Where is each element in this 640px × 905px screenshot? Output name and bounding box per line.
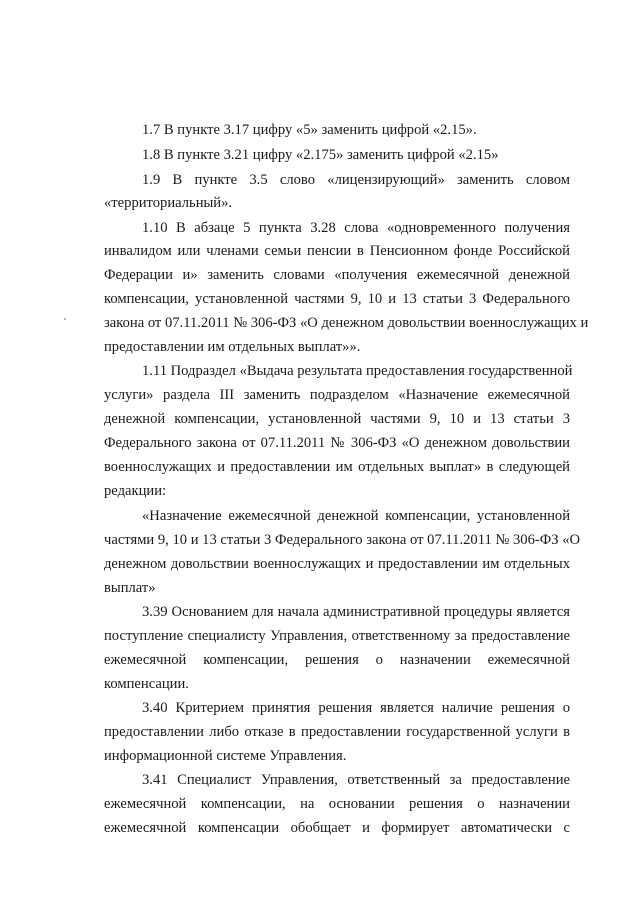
paragraph-3-40-line: 3.40 Критерием принятия решения является наличие решения о [142, 700, 570, 716]
quoted-heading-line: «Назначение ежемесячной денежной компенсации, установленной [142, 508, 570, 524]
quoted-heading-line: выплат» [104, 580, 156, 596]
paragraph-1-10-line: Федерации и» заменить словами «получения ежемесячной денежной [104, 267, 570, 283]
quoted-heading-line: частями 9, 10 и 13 статьи 3 Федерального закона от 07.11.2011 № 306-ФЗ «О [104, 532, 581, 548]
paragraph-3-39-line: поступление специалисту Управления, ответственному за предоставление [104, 628, 570, 644]
paragraph-1-7-line: 1.7 В пункте 3.17 цифру «5» заменить цифрой «2.15». [142, 122, 477, 138]
paragraph-1-11-line: Федерального закона от 07.11.2011 № 306-ФЗ «О денежном довольствии [104, 435, 570, 451]
paragraph-1-11-line: редакции: [104, 483, 167, 499]
paragraph-1-10-line: компенсации, установленной частями 9, 10 и 13 статьи 3 Федерального [104, 291, 570, 307]
paragraph-3-39-line: ежемесячной компенсации, решения о назначении ежемесячной [104, 652, 570, 668]
paragraph-1-10-line: закона от 07.11.2011 № 306-ФЗ «О денежном довольствии военнослужащих и [104, 315, 589, 331]
paragraph-1-11-line: денежной компенсации, установленной частями 9, 10 и 13 статьи 3 [104, 411, 570, 427]
paragraph-1-11-line: 1.11 Подраздел «Выдача результата предоставления государственной [142, 363, 573, 379]
paragraph-1-9-line: «территориальный». [104, 195, 233, 211]
scan-speck [64, 318, 66, 320]
paragraph-1-10-line: предоставлении им отдельных выплат»». [104, 339, 361, 355]
paragraph-3-41-line: ежемесячной компенсации обобщает и формирует автоматически с [104, 820, 570, 836]
paragraph-1-9-line: 1.9 В пункте 3.5 слово «лицензирующий» заменить словом [142, 172, 570, 188]
paragraph-3-41-line: 3.41 Специалист Управления, ответственный за предоставление [142, 772, 570, 788]
paragraph-3-39-line: компенсации. [104, 676, 189, 692]
quoted-heading-line: денежном довольствии военнослужащих и предоставлении им отдельных [104, 556, 570, 572]
paragraph-3-39-line: 3.39 Основанием для начала административной процедуры является [142, 604, 570, 620]
paragraph-1-8-line: 1.8 В пункте 3.21 цифру «2.175» заменить цифрой «2.15» [142, 147, 499, 163]
paragraph-1-10-line: инвалидом или членами семьи пенсии в Пенсионном фонде Российской [104, 243, 570, 259]
paragraph-1-11-line: услуги» раздела III заменить подразделом «Назначение ежемесячной [104, 387, 570, 403]
paragraph-3-40-line: предоставлении либо отказе в предоставлении государственной услуги в [104, 724, 570, 740]
paragraph-1-10-line: 1.10 В абзаце 5 пункта 3.28 слова «одновременного получения [142, 220, 570, 236]
paragraph-1-11-line: военнослужащих и предоставлении им отдельных выплат» в следующей [104, 459, 570, 475]
paragraph-3-40-line: информационной системе Управления. [104, 748, 347, 764]
paragraph-3-41-line: ежемесячной компенсации, на основании решения о назначении [104, 796, 570, 812]
